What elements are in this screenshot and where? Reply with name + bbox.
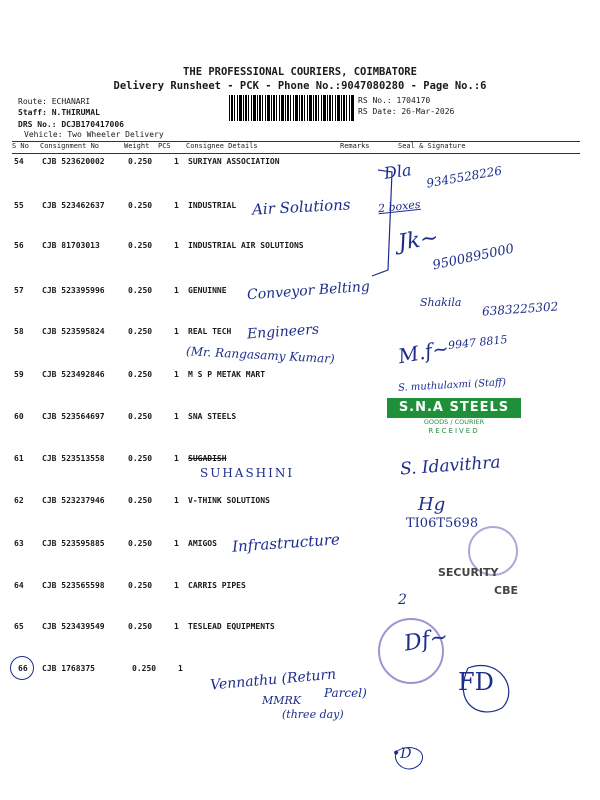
handwritten-name-55: Air Solutions bbox=[251, 195, 351, 219]
row-weight: 0.250 bbox=[128, 201, 153, 210]
row-consignment: CJB 523237946 bbox=[42, 496, 105, 505]
handwritten-receiver-59: S. muthulaxmi (Staff) bbox=[397, 377, 507, 394]
row-sno: 59 bbox=[14, 370, 24, 379]
row-consignment: CJB 523565598 bbox=[42, 581, 105, 590]
row-pcs: 1 bbox=[178, 664, 183, 673]
handwritten-note4-66: (three day) bbox=[282, 708, 344, 721]
row-weight: 0.250 bbox=[128, 581, 153, 590]
row-consignment: CJB 523620002 bbox=[42, 157, 105, 166]
route-label: Route: ECHANARI bbox=[18, 97, 91, 106]
handwritten-name-61: SUHASHINI bbox=[200, 466, 295, 480]
row-sno: 57 bbox=[14, 286, 24, 295]
row-consignment: CJB 523564697 bbox=[42, 412, 105, 421]
signature-62: Hg bbox=[418, 494, 446, 515]
signature-64: 2 bbox=[398, 592, 407, 608]
row-pcs: 1 bbox=[174, 539, 179, 548]
rs-number: RS No.: 1704170 bbox=[358, 96, 431, 105]
row-consignment: CJB 523595824 bbox=[42, 327, 105, 336]
handwritten-phone-54: 9345528226 bbox=[425, 163, 503, 191]
row-pcs: 1 bbox=[174, 327, 179, 336]
col-sno: S No bbox=[12, 142, 29, 150]
row-consignee: TESLEAD EQUIPMENTS bbox=[188, 622, 275, 631]
handwritten-boxes-55: 2 boxes bbox=[377, 197, 422, 216]
bracket-stroke bbox=[372, 170, 392, 276]
row-sno: 66 bbox=[18, 664, 28, 673]
handwritten-receiver-61: S. Idavithra bbox=[399, 452, 502, 480]
row-sno: 58 bbox=[14, 327, 24, 336]
row-sno: 56 bbox=[14, 241, 24, 250]
handwritten-ref-62: TI06T5698 bbox=[406, 516, 479, 531]
sna-stamp-line: GOODS / COURIER bbox=[423, 418, 485, 426]
row-pcs: 1 bbox=[174, 370, 179, 379]
col-seal: Seal & Signature bbox=[398, 142, 466, 150]
security-stamp-text: SECURITY bbox=[438, 566, 499, 579]
drs-number: DRS No.: DCJB170417006 bbox=[18, 120, 124, 129]
row-weight: 0.250 bbox=[128, 496, 153, 505]
row-consignee: INDUSTRIAL AIR SOLUTIONS bbox=[188, 241, 304, 250]
handwritten-name-58: Engineers bbox=[246, 321, 320, 343]
row-consignee: V-THINK SOLUTIONS bbox=[188, 496, 270, 505]
signature-56: Jk~ bbox=[396, 225, 441, 256]
row-consignee: CARRIS PIPES bbox=[188, 581, 246, 590]
handwritten-receiver-57: Shakila bbox=[420, 296, 462, 309]
row-consignee: SUGADISH bbox=[188, 454, 227, 463]
row-consignment: CJB 523439549 bbox=[42, 622, 105, 631]
row-pcs: 1 bbox=[174, 496, 179, 505]
handwritten-phone-58: 9947 8815 bbox=[447, 332, 509, 353]
bottom-scribble: •D bbox=[392, 746, 412, 762]
row-weight: 0.250 bbox=[128, 241, 153, 250]
security-stamp-cbe: CBE bbox=[494, 584, 518, 597]
row-pcs: 1 bbox=[174, 286, 179, 295]
row-weight: 0.250 bbox=[128, 157, 153, 166]
signature-54: Dla bbox=[382, 160, 413, 183]
handwritten-contact-58: (Mr. Rangasamy Kumar) bbox=[185, 344, 335, 366]
row-pcs: 1 bbox=[174, 157, 179, 166]
row-consignment: CJB 523462637 bbox=[42, 201, 105, 210]
row-consignment: CJB 81703013 bbox=[42, 241, 100, 250]
row-sno: 61 bbox=[14, 454, 24, 463]
row-weight: 0.250 bbox=[128, 454, 153, 463]
row-pcs: 1 bbox=[174, 241, 179, 250]
row-weight: 0.250 bbox=[128, 412, 153, 421]
handwritten-phone-56: 9500895000 bbox=[431, 241, 516, 274]
signature-66: FD bbox=[458, 668, 494, 696]
col-pcs: PCS bbox=[158, 142, 171, 150]
col-consignee: Consignee Details bbox=[186, 142, 258, 150]
company-title: THE PROFESSIONAL COURIERS, COIMBATORE bbox=[183, 66, 417, 78]
handwritten-note3-66: MMRK bbox=[262, 694, 302, 707]
sna-stamp-name: S.N.A STEELS bbox=[387, 398, 521, 418]
handwritten-name-63: Infrastructure bbox=[231, 530, 341, 556]
row-pcs: 1 bbox=[174, 622, 179, 631]
row-consignment: CJB 523492846 bbox=[42, 370, 105, 379]
row-consignee: SNA STEELS bbox=[188, 412, 237, 421]
row-consignment: CJB 523395996 bbox=[42, 286, 105, 295]
circle-stroke-66 bbox=[463, 665, 509, 711]
col-consignment: Consignment No bbox=[40, 142, 100, 150]
row-sno: 54 bbox=[14, 157, 24, 166]
row-weight: 0.250 bbox=[128, 370, 153, 379]
row-pcs: 1 bbox=[174, 201, 179, 210]
col-weight: Weight bbox=[124, 142, 150, 150]
row-weight: 0.250 bbox=[128, 622, 153, 631]
handwritten-note-66: Vennathu (Return bbox=[209, 666, 337, 694]
vehicle-label: Vehicle: Two Wheeler Delivery bbox=[24, 130, 164, 139]
row-sno: 62 bbox=[14, 496, 24, 505]
rs-date: RS Date: 26-Mar-2026 bbox=[358, 107, 455, 116]
row-consignee: GENUINNE bbox=[188, 286, 227, 295]
col-remarks: Remarks bbox=[340, 142, 370, 150]
row-weight: 0.250 bbox=[128, 286, 153, 295]
handwritten-name-57: Conveyor Belting bbox=[246, 278, 371, 304]
handwritten-phone-57: 6383225302 bbox=[481, 299, 559, 319]
staff-label: Staff: N.THIRUMAL bbox=[18, 108, 100, 117]
row-pcs: 1 bbox=[174, 581, 179, 590]
handwritten-note2-66: Parcel) bbox=[324, 686, 367, 700]
row-consignee: SURIYAN ASSOCIATION bbox=[188, 157, 280, 166]
row-sno: 63 bbox=[14, 539, 24, 548]
row-consignee: AMIGOS bbox=[188, 539, 217, 548]
runsheet-subtitle: Delivery Runsheet - PCK - Phone No.:9047080280 - Page No.:6 bbox=[113, 80, 487, 92]
sna-stamp-received: RECEIVED bbox=[428, 427, 480, 435]
row-consignment: CJB 523513558 bbox=[42, 454, 105, 463]
row-weight: 0.250 bbox=[128, 539, 153, 548]
bottom-circle-stroke bbox=[395, 748, 422, 769]
row-sno: 55 bbox=[14, 201, 24, 210]
row-pcs: 1 bbox=[174, 412, 179, 421]
row-sno: 65 bbox=[14, 622, 24, 631]
signature-58: M.f~ bbox=[396, 335, 451, 369]
row-consignment: CJB 1768375 bbox=[42, 664, 95, 673]
row-weight: 0.250 bbox=[132, 664, 157, 673]
row-consignee: REAL TECH bbox=[188, 327, 232, 336]
signature-65: Df~ bbox=[402, 624, 451, 657]
row-weight: 0.250 bbox=[128, 327, 153, 336]
row-pcs: 1 bbox=[174, 454, 179, 463]
row-consignee: M S P METAK MART bbox=[188, 370, 266, 379]
row-sno: 64 bbox=[14, 581, 24, 590]
row-sno: 60 bbox=[14, 412, 24, 421]
row-consignee: INDUSTRIAL bbox=[188, 201, 237, 210]
row-consignment: CJB 523595885 bbox=[42, 539, 105, 548]
